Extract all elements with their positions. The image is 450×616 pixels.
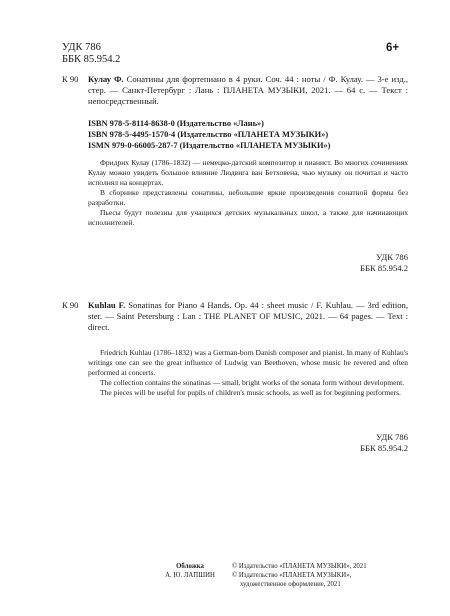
ru-description: Сонатины для фортепиано в 4 руки. Соч. 44 : ноты / Ф. Кулау. — 3-е изд., стер. — Санкт-Петербург : Лань : ПЛАНЕТА МУЗЫКИ, 2021. — 64 с. — Текст : непосредственный.	[88, 74, 408, 106]
cover-label: Обложка	[176, 563, 204, 570]
cover-credit	[160, 562, 220, 580]
ru-entry-text	[62, 74, 408, 107]
ru-annotation	[88, 158, 408, 228]
en-entry-text	[62, 300, 408, 333]
en-annotation	[88, 348, 408, 398]
copyright-line-1: © Издательство «ПЛАНЕТА МУЗЫКИ», 2021	[232, 563, 367, 570]
en-catalog-entry	[62, 300, 408, 333]
ru-isbn-list	[88, 118, 330, 151]
en-bbk: ББК 85.954.2	[360, 443, 408, 453]
cover-artist: А. Ю. ЛАПШИН	[165, 572, 215, 579]
en-catalog-code: К 90	[62, 300, 79, 310]
en-paragraph-2: The collection contains the sonatinas — small, bright works of the sonata form without development.	[100, 378, 405, 387]
ru-isbn-1: ISBN 978-5-8114-8638-0 (Издательство «Лань»)	[88, 119, 264, 128]
copyright-block	[232, 562, 412, 589]
copyright-line-2: © Издательство «ПЛАНЕТА МУЗЫКИ»,	[232, 572, 352, 579]
top-classification	[62, 42, 120, 66]
ru-udk: УДК 786	[376, 252, 408, 262]
en-udk: УДК 786	[376, 432, 408, 442]
ru-catalog-code: К 90	[62, 74, 79, 84]
copyright-line-3: художественное оформление, 2021	[240, 581, 341, 588]
top-udk: УДК 786	[62, 42, 101, 53]
en-author: Kuhlau F.	[88, 300, 126, 310]
ru-author: Кулау Ф.	[88, 74, 124, 84]
ru-classification	[360, 252, 408, 274]
age-rating: 6+	[386, 42, 400, 54]
en-classification	[360, 432, 408, 454]
en-paragraph-1: Friedrich Kuhlau (1786–1832) was a German-born Danish composer and pianist. In many of Kuhlau's writings one can see the great influence of Ludwig van Beethoven, whose music he revered and often performed at concerts.	[88, 348, 408, 377]
top-bbk: ББК 85.954.2	[62, 54, 121, 65]
en-description: Sonatinas for Piano 4 Hands. Op. 44 : sheet music / F. Kuhlau. — 3rd edition, ster. — Saint Petersburg : Lan : THE PLANET OF MUSIC, 2021. — 64 pages. — Text : direct.	[88, 300, 408, 332]
ru-paragraph-1: Фридрих Кулау (1786–1832) — немецко-датский композитор и пианист. Во многих сочинениях Кулау можно увидеть большое влияние Людвига ван Бетховена, чью музыку он почитал и часто исполнял на концертах.	[88, 158, 408, 187]
ru-bbk: ББК 85.954.2	[360, 263, 408, 273]
ru-ismn: ISMN 979-0-66005-287-7 (Издательство «ПЛАНЕТА МУЗЫКИ»)	[88, 141, 331, 150]
en-paragraph-3: The pieces will be useful for pupils of children's music schools, as well as for beginning performers.	[100, 388, 401, 397]
ru-isbn-2: ISBN 978-5-4495-1570-4 (Издательство «ПЛАНЕТА МУЗЫКИ»)	[88, 130, 329, 139]
ru-paragraph-2: В сборнике представлены сонатины, небольшие яркие произведения сонатной формы без разработки.	[88, 188, 408, 207]
ru-paragraph-3: Пьесы будут полезны для учащихся детских музыкальных школ, а также для начинающих исполнителей.	[88, 208, 408, 227]
ru-catalog-entry	[62, 74, 408, 107]
